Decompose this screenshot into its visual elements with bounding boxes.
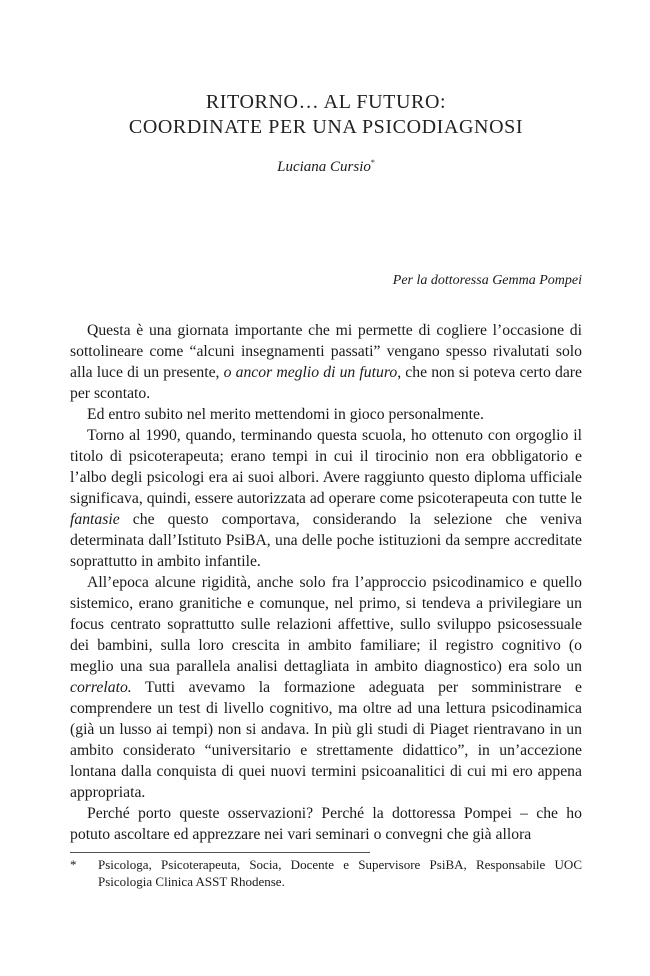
paragraph-1: [70, 320, 582, 404]
page: [70, 0, 582, 976]
paragraph-4-text-b: Tutti avevamo la formazione adeguata per somministrare e comprendere un test di livello cognitivo, ma oltre ad una lettura psicodinamica (già un lusso ai tempi) non si andava. In più gli studi di Piaget rientravano in un ambito considerato “universitario e strettamente didattico”, in un’accezione lontana dalla conquista di quei nuovi termini psicoanalitici di cui mi ero appena appropriata.: [70, 679, 582, 801]
body-text: [70, 320, 582, 845]
paragraph-3-text-b: che questo comportava, considerando la selezione che veniva determinata dall’Istituto PsiBA, una delle poche istituzioni da sempre accreditate soprattutto in ambito infantile.: [70, 511, 582, 570]
paragraph-1-text-a: Questa è una giornata importante che mi permette di cogliere l’occasione di sottolineare come “alcuni insegnamenti passati” vengano spesso rivalutati solo alla luce di un presente,: [70, 322, 582, 381]
article-title-line-1: RITORNO… AL FUTURO:: [205, 91, 447, 113]
footnote-mark: *: [70, 857, 77, 872]
paragraph-4: [70, 572, 582, 803]
article-title-line-2: COORDINATE PER UNA PSICODIAGNOSI: [128, 116, 524, 138]
author-name: Luciana Cursio: [277, 159, 371, 175]
paragraph-5: Perché porto queste osservazioni? Perché la dottoressa Pompei – che ho potuto ascoltare ed apprezzare nei vari seminari o convegni che già allora: [70, 805, 582, 843]
footnote-divider: [70, 852, 370, 853]
author-footnote-mark: *: [370, 158, 375, 167]
paragraph-1-emphasis: o ancor meglio di un futuro: [223, 364, 398, 381]
paragraph-3: [70, 425, 582, 572]
paragraph-1-text-b: , che non si poteva certo dare per scontato.: [70, 364, 582, 402]
paragraph-4-emphasis: correlato.: [70, 679, 132, 696]
footnote: [70, 856, 582, 890]
paragraph-4-text-a: All’epoca alcune rigidità, anche solo fra l’approccio psicodinamico e quello sistemico, erano granitiche e comunque, nel primo, si tendeva a privilegiare un focus centrato soprattutto sulle relazioni affettive, sullo sviluppo psicosessuale dei bambini, sulla loro crescita in ambito familiare; il registro cognitivo (o meglio una sua parallela analisi dettagliata in ambito diagnostico) era solo un: [70, 574, 582, 675]
dedication: Per la dottoressa Gemma Pompei: [392, 273, 582, 288]
footnote-text: Psicologa, Psicoterapeuta, Socia, Docente e Supervisore PsiBA, Responsabile UOC Psicologia Clinica ASST Rhodense.: [98, 857, 582, 889]
paragraph-2: Ed entro subito nel merito mettendomi in gioco personalmente.: [87, 406, 484, 423]
article-title: [70, 90, 582, 140]
author-line: [70, 154, 582, 176]
paragraph-3-text-a: Torno al 1990, quando, terminando questa scuola, ho ottenuto con orgoglio il titolo di psicoterapeuta; erano tempi in cui il tirocinio non era obbligatorio e l’albo degli psicologi era ai suoi albori. Avere raggiunto questo diploma ufficiale significava, quindi, essere autorizzata ad operare come psicoterapeuta con tutte le: [70, 427, 582, 507]
paragraph-3-emphasis: fantasie: [70, 511, 120, 528]
